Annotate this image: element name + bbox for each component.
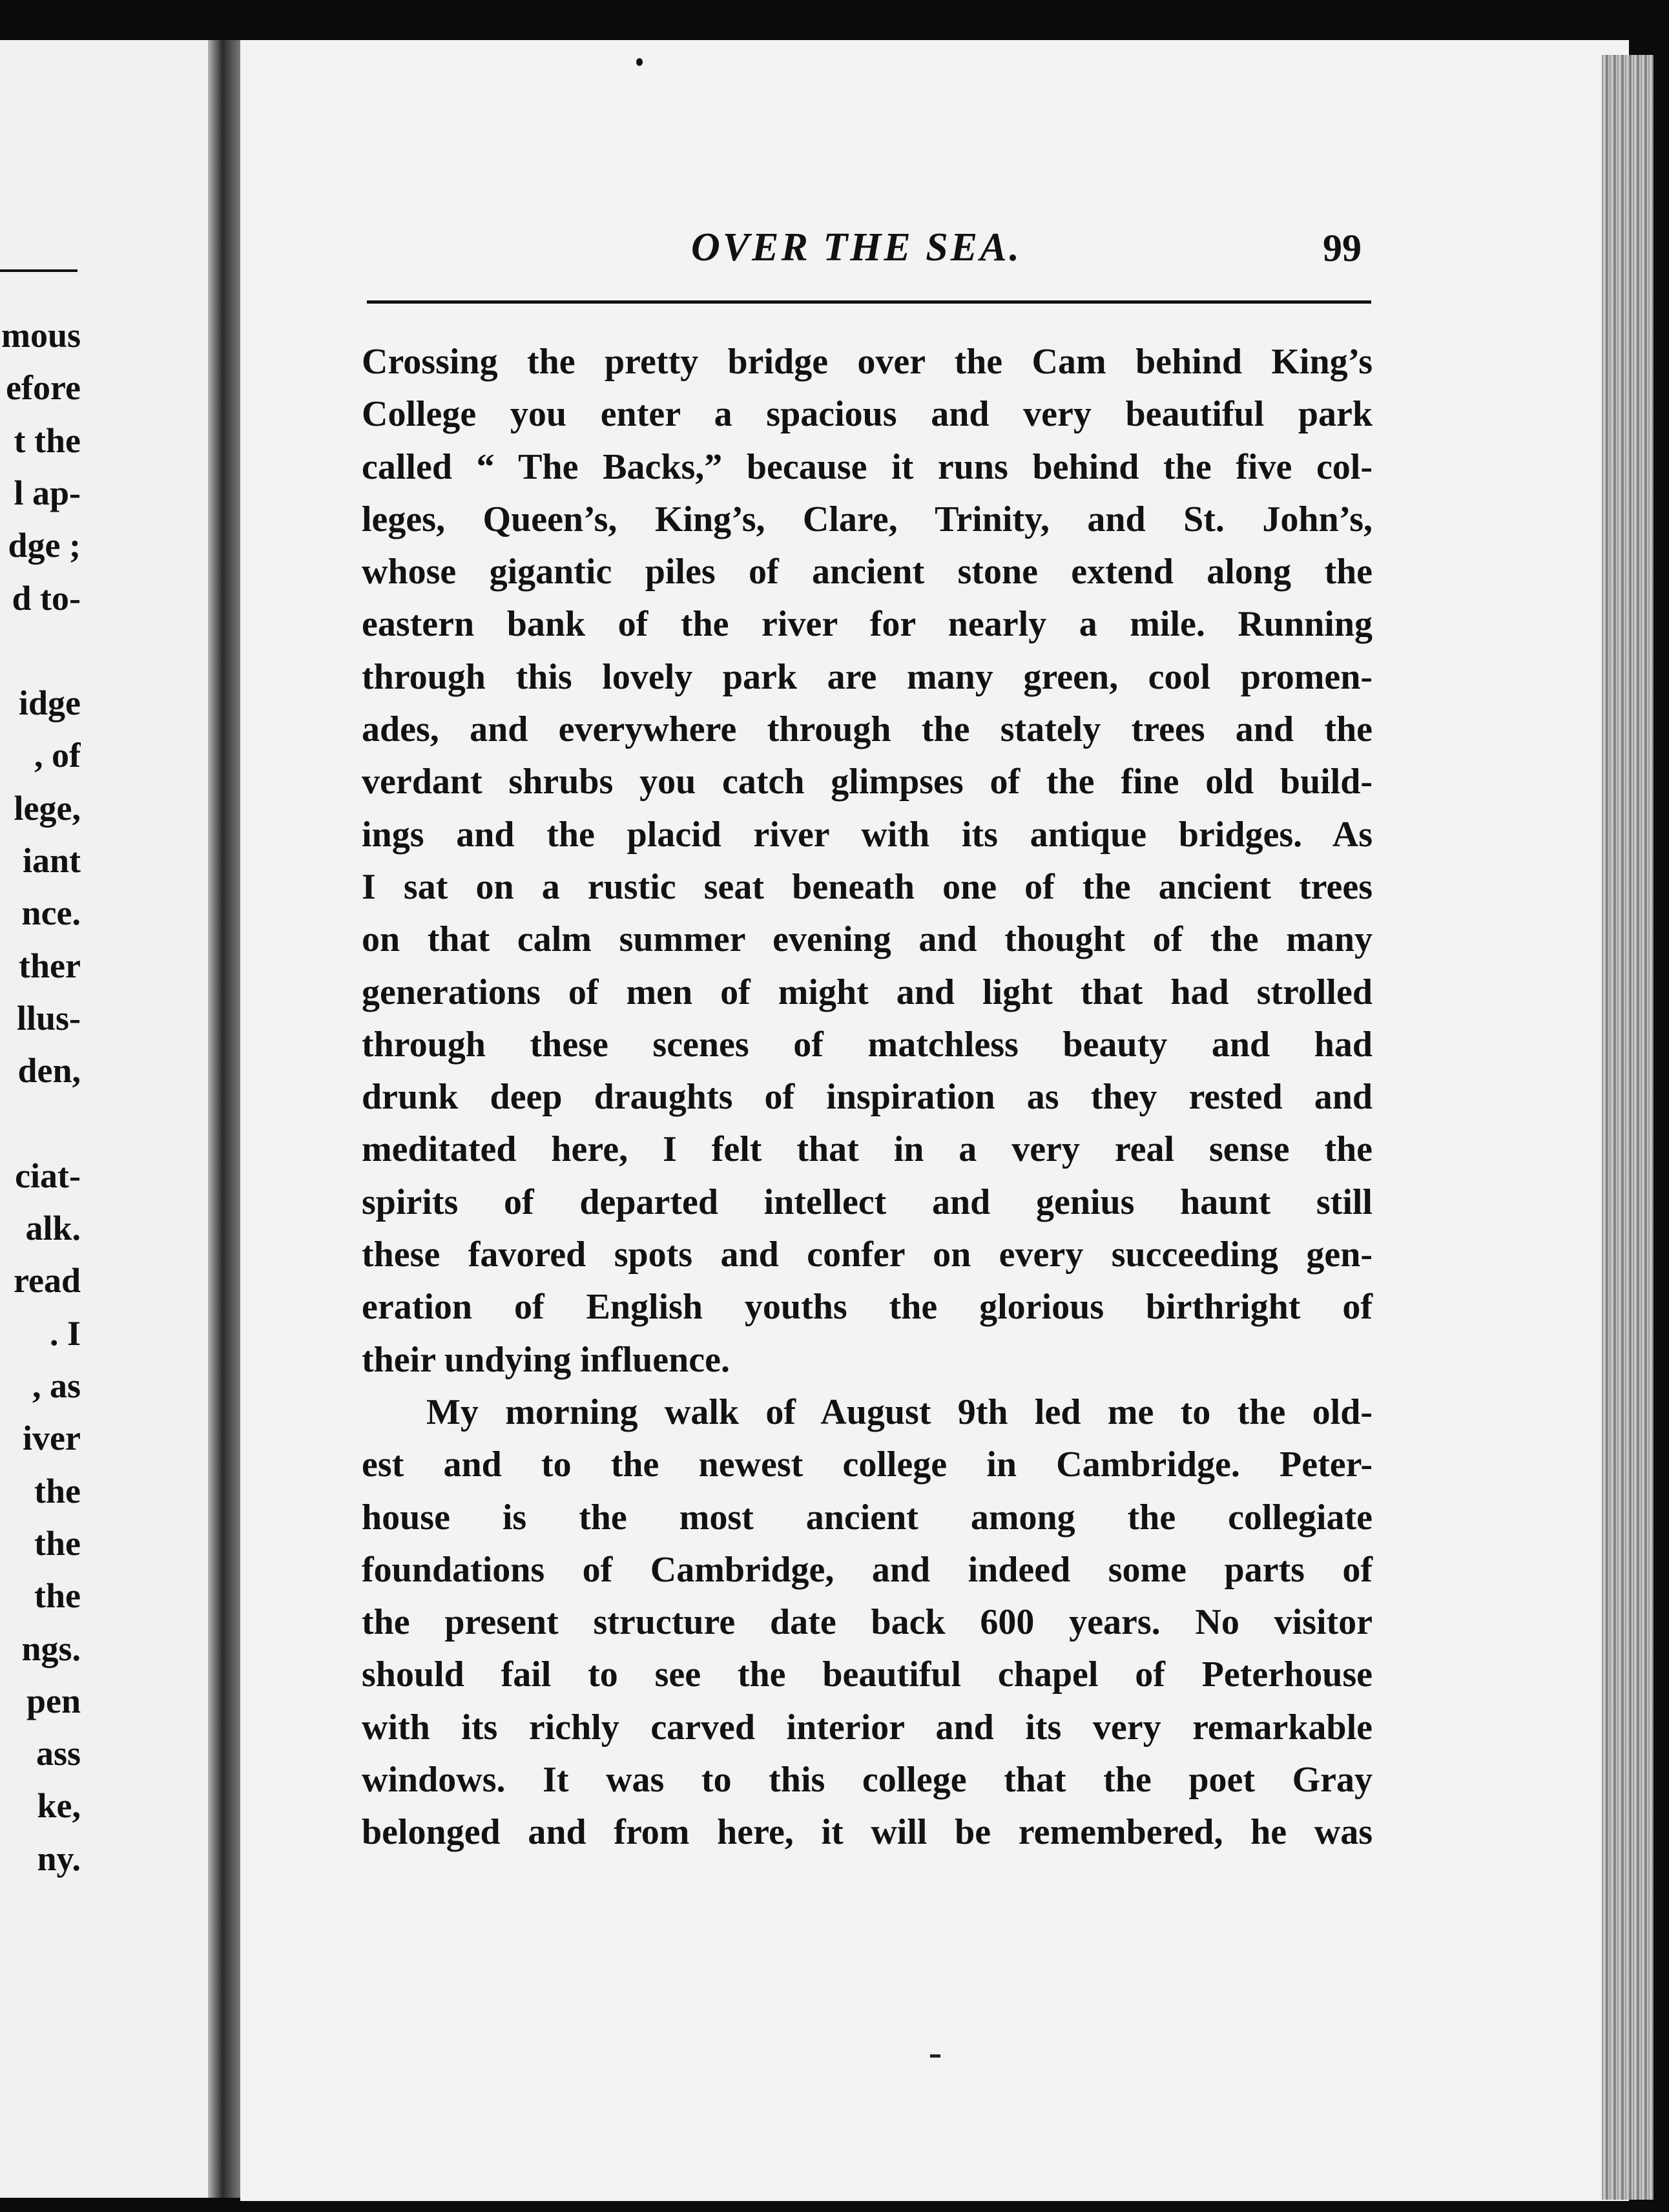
previous-page-fragment: ny.	[37, 1839, 81, 1878]
text-line: eastern bank of the river for nearly a mile. Running	[362, 604, 1373, 645]
text-line: through this lovely park are many green, cool promen-	[362, 656, 1373, 697]
previous-page-fragment: idge	[18, 683, 81, 723]
text-line: drunk deep draughts of inspiration as they rested and	[362, 1077, 1373, 1118]
page-stack-edge	[1602, 55, 1653, 2200]
previous-page-fragment: l ap-	[14, 473, 81, 512]
previous-page-fragment: iant	[22, 841, 81, 880]
previous-page-fragment: efore	[6, 368, 81, 408]
previous-page-fragment: ke,	[37, 1786, 81, 1826]
text-line: the present structure date back 600 years. No visitor	[362, 1602, 1373, 1643]
paragraph-end-line: their undying influence.	[362, 1339, 730, 1380]
previous-page-fragment: llus-	[16, 998, 81, 1038]
previous-page-fragment: pen	[26, 1681, 81, 1720]
header-rule	[367, 300, 1371, 304]
text-line: through these scenes of matchless beauty and had	[362, 1024, 1373, 1065]
page-number: 99	[1323, 227, 1362, 269]
body-text	[362, 336, 1373, 1859]
text-line: house is the most ancient among the collegiate	[362, 1497, 1373, 1538]
previous-page-fragment: the	[34, 1471, 81, 1510]
previous-page-fragment: the	[34, 1523, 81, 1563]
previous-page-fragment: den,	[17, 1051, 81, 1090]
previous-page-fragment: dge ;	[8, 526, 81, 565]
previous-page-fragment: . I	[49, 1313, 81, 1353]
text-line: should fail to see the beautiful chapel of Peterhouse	[362, 1654, 1373, 1695]
previous-page-fragment: alk.	[25, 1209, 81, 1248]
previous-page-text	[0, 40, 81, 2198]
paragraph-start-line: My morning walk of August 9th led me to the old-	[426, 1392, 1373, 1432]
text-line: these favored spots and confer on every succeeding gen-	[362, 1235, 1373, 1275]
text-line: verdant shrubs you catch glimpses of the fine old build-	[362, 762, 1373, 802]
text-line: I sat on a rustic seat beneath one of the ancient trees	[362, 866, 1373, 907]
text-line: generations of men of might and light that had strolled	[362, 972, 1373, 1012]
previous-page-fragment: ther	[19, 946, 81, 985]
previous-page-fragment: , of	[34, 736, 81, 775]
ink-speck	[636, 58, 643, 66]
text-line: whose gigantic piles of ancient stone extend along the	[362, 552, 1373, 592]
book-gutter	[208, 40, 240, 2198]
text-line: est and to the newest college in Cambridge. Peter-	[362, 1445, 1373, 1485]
previous-page-fragment: nce.	[21, 893, 81, 933]
text-line: foundations of Cambridge, and indeed some parts of	[362, 1549, 1373, 1590]
previous-page-fragment: the	[34, 1576, 81, 1616]
text-line: belonged and from here, it will be remembered, he was	[362, 1812, 1373, 1853]
text-line: eration of English youths the glorious birthright of	[362, 1287, 1373, 1328]
previous-page-fragment: , as	[32, 1366, 81, 1405]
previous-page-fragment: d to-	[12, 578, 81, 618]
previous-page-fragment: ass	[36, 1734, 81, 1773]
text-line: ings and the placid river with its antique bridges. As	[362, 814, 1373, 855]
ink-mark	[930, 2054, 940, 2058]
text-line: called “ The Backs,” because it runs behind the five col-	[362, 446, 1373, 487]
text-line: College you enter a spacious and very beautiful park	[362, 394, 1373, 435]
previous-page-fragment: ngs.	[21, 1629, 81, 1668]
text-line: on that calm summer evening and thought of the many	[362, 919, 1373, 960]
previous-page-fragment: ciat-	[15, 1156, 81, 1195]
running-head: OVER THE SEA.	[691, 225, 1022, 269]
previous-page-fragment: lege,	[14, 788, 81, 828]
text-line: Crossing the pretty bridge over the Cam behind King’s	[362, 342, 1373, 382]
previous-page-fragment: read	[14, 1261, 81, 1300]
text-line: with its richly carved interior and its very remarkable	[362, 1707, 1373, 1748]
previous-page-fragment: t the	[14, 421, 81, 460]
previous-page-edge	[0, 40, 208, 2198]
text-line: meditated here, I felt that in a very real sense the	[362, 1129, 1373, 1170]
previous-page-fragment: mous	[1, 316, 81, 355]
previous-page-fragment: iver	[23, 1419, 81, 1458]
text-line: leges, Queen’s, King’s, Clare, Trinity, and St. John’s,	[362, 499, 1373, 539]
text-line: spirits of departed intellect and genius haunt still	[362, 1182, 1373, 1222]
text-line: ades, and everywhere through the stately trees and the	[362, 709, 1373, 750]
text-line: windows. It was to this college that the poet Gray	[362, 1760, 1373, 1800]
